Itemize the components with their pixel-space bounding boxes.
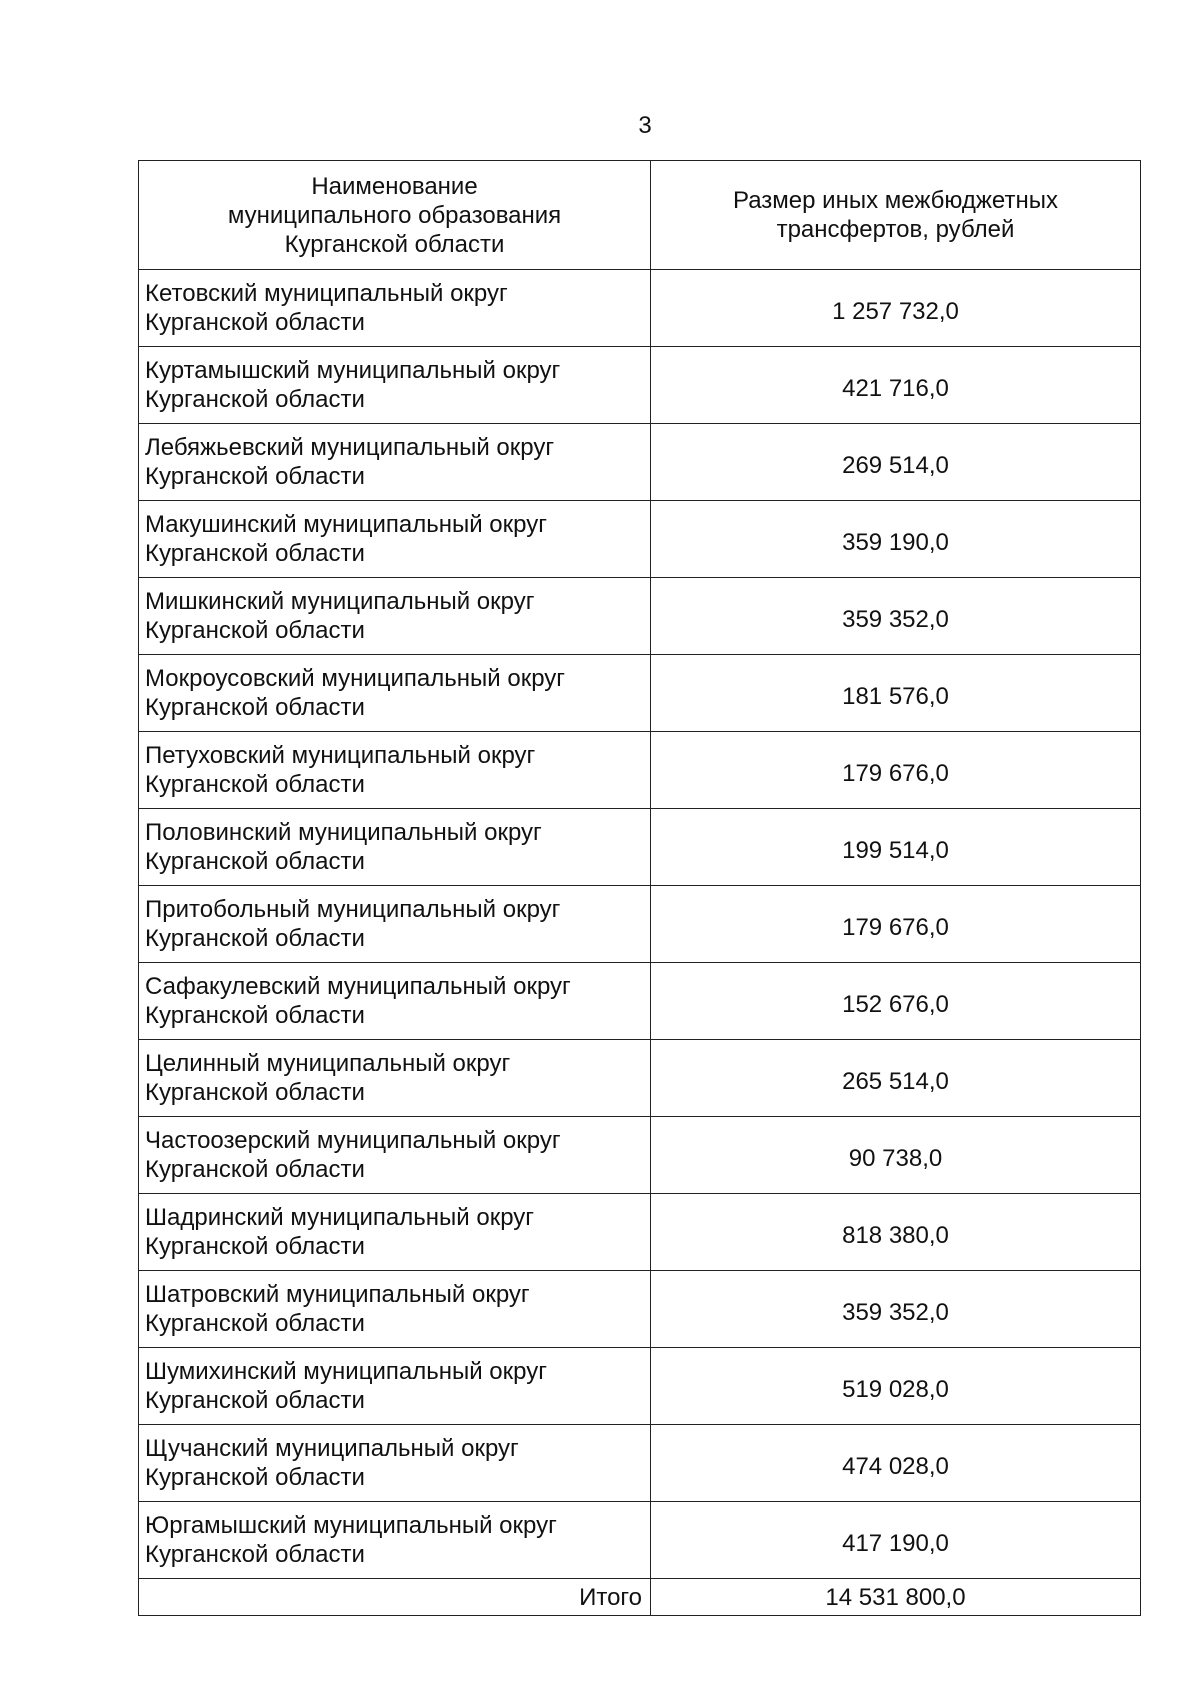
table-row — [139, 270, 1141, 347]
municipality-name: Мишкинский муниципальный округ — [145, 588, 535, 615]
region-name: Курганской области — [145, 1233, 365, 1260]
table-row — [139, 809, 1141, 886]
municipality-name: Частоозерский муниципальный округ — [145, 1127, 561, 1154]
header-name-line: Курганской области — [284, 230, 505, 258]
transfer-amount: 179 676,0 — [651, 886, 1141, 963]
municipality-name-cell — [139, 1271, 651, 1348]
header-value-line: Размер иных межбюджетных — [733, 187, 1058, 214]
header-name-column — [139, 161, 651, 270]
municipality-name-cell — [139, 655, 651, 732]
municipality-name-cell — [139, 270, 651, 347]
header-name-line: муниципального образования — [227, 201, 562, 229]
region-name: Курганской области — [145, 463, 365, 490]
table-row — [139, 347, 1141, 424]
region-name: Курганской области — [145, 1002, 365, 1029]
table-row — [139, 732, 1141, 809]
municipality-name: Притобольный муниципальный округ — [145, 896, 561, 923]
region-name: Курганской области — [145, 1387, 365, 1414]
transfer-amount: 474 028,0 — [651, 1425, 1141, 1502]
table-header-row — [139, 161, 1141, 270]
total-label: Итого — [139, 1579, 651, 1616]
region-name: Курганской области — [145, 771, 365, 798]
municipality-name: Петуховский муниципальный округ — [145, 742, 536, 769]
table-row — [139, 1271, 1141, 1348]
municipality-name-cell — [139, 886, 651, 963]
region-name: Курганской области — [145, 309, 365, 336]
region-name: Курганской области — [145, 1464, 365, 1491]
transfer-amount: 359 352,0 — [651, 1271, 1141, 1348]
table-row — [139, 1194, 1141, 1271]
transfer-amount: 181 576,0 — [651, 655, 1141, 732]
municipality-name: Макушинский муниципальный округ — [145, 511, 547, 538]
municipality-name-cell — [139, 963, 651, 1040]
region-name: Курганской области — [145, 694, 365, 721]
municipality-name-cell — [139, 424, 651, 501]
transfer-amount: 359 352,0 — [651, 578, 1141, 655]
table-row — [139, 655, 1141, 732]
municipality-name: Юргамышский муниципальный округ — [145, 1512, 557, 1539]
table-row — [139, 1040, 1141, 1117]
transfer-amount: 179 676,0 — [651, 732, 1141, 809]
transfers-table — [138, 160, 1141, 1616]
header-value-line: трансфертов, рублей — [776, 216, 1015, 243]
municipality-name-cell — [139, 1348, 651, 1425]
municipality-name: Мокроусовский муниципальный округ — [145, 665, 566, 692]
municipality-name: Лебяжьевский муниципальный округ — [145, 434, 555, 461]
table-body — [139, 270, 1141, 1579]
page-number: 3 — [638, 112, 652, 139]
transfer-amount: 152 676,0 — [651, 963, 1141, 1040]
transfer-amount: 269 514,0 — [651, 424, 1141, 501]
region-name: Курганской области — [145, 925, 365, 952]
municipality-name: Шадринский муниципальный округ — [145, 1204, 535, 1231]
header-value-column — [651, 161, 1141, 270]
region-name: Курганской области — [145, 1310, 365, 1337]
transfer-amount: 818 380,0 — [651, 1194, 1141, 1271]
municipality-name-cell — [139, 578, 651, 655]
transfer-amount: 417 190,0 — [651, 1502, 1141, 1579]
transfer-amount: 199 514,0 — [651, 809, 1141, 886]
municipality-name: Щучанский муниципальный округ — [145, 1435, 519, 1462]
total-row — [139, 1579, 1141, 1616]
region-name: Курганской области — [145, 1156, 365, 1183]
municipality-name: Шатровский муниципальный округ — [145, 1281, 530, 1308]
municipality-name-cell — [139, 347, 651, 424]
table-row — [139, 1502, 1141, 1579]
region-name: Курганской области — [145, 386, 365, 413]
municipality-name-cell — [139, 732, 651, 809]
municipality-name-cell — [139, 1194, 651, 1271]
transfer-amount: 519 028,0 — [651, 1348, 1141, 1425]
municipality-name-cell — [139, 1502, 651, 1579]
municipality-name: Шумихинский муниципальный округ — [145, 1358, 547, 1385]
transfer-amount: 359 190,0 — [651, 501, 1141, 578]
region-name: Курганской области — [145, 1541, 365, 1568]
header-name-line: Наименование — [311, 172, 478, 200]
transfer-amount: 421 716,0 — [651, 347, 1141, 424]
region-name: Курганской области — [145, 1079, 365, 1106]
table-row — [139, 501, 1141, 578]
municipality-name-cell — [139, 501, 651, 578]
transfer-amount: 90 738,0 — [651, 1117, 1141, 1194]
municipality-name: Куртамышский муниципальный округ — [145, 357, 561, 384]
region-name: Курганской области — [145, 848, 365, 875]
municipality-name: Кетовский муниципальный округ — [145, 280, 508, 307]
region-name: Курганской области — [145, 540, 365, 567]
region-name: Курганской области — [145, 617, 365, 644]
municipality-name: Сафакулевский муниципальный округ — [145, 973, 571, 1000]
table-row — [139, 886, 1141, 963]
table-row — [139, 963, 1141, 1040]
transfer-amount: 265 514,0 — [651, 1040, 1141, 1117]
municipality-name-cell — [139, 809, 651, 886]
municipality-name-cell — [139, 1425, 651, 1502]
table-row — [139, 1425, 1141, 1502]
table-row — [139, 424, 1141, 501]
municipality-name-cell — [139, 1117, 651, 1194]
transfer-amount: 1 257 732,0 — [651, 270, 1141, 347]
municipality-name: Половинский муниципальный округ — [145, 819, 542, 846]
municipality-name-cell — [139, 1040, 651, 1117]
table-row — [139, 1348, 1141, 1425]
municipality-name: Целинный муниципальный округ — [145, 1050, 511, 1077]
total-value: 14 531 800,0 — [651, 1579, 1141, 1616]
table-row — [139, 1117, 1141, 1194]
table-row — [139, 578, 1141, 655]
